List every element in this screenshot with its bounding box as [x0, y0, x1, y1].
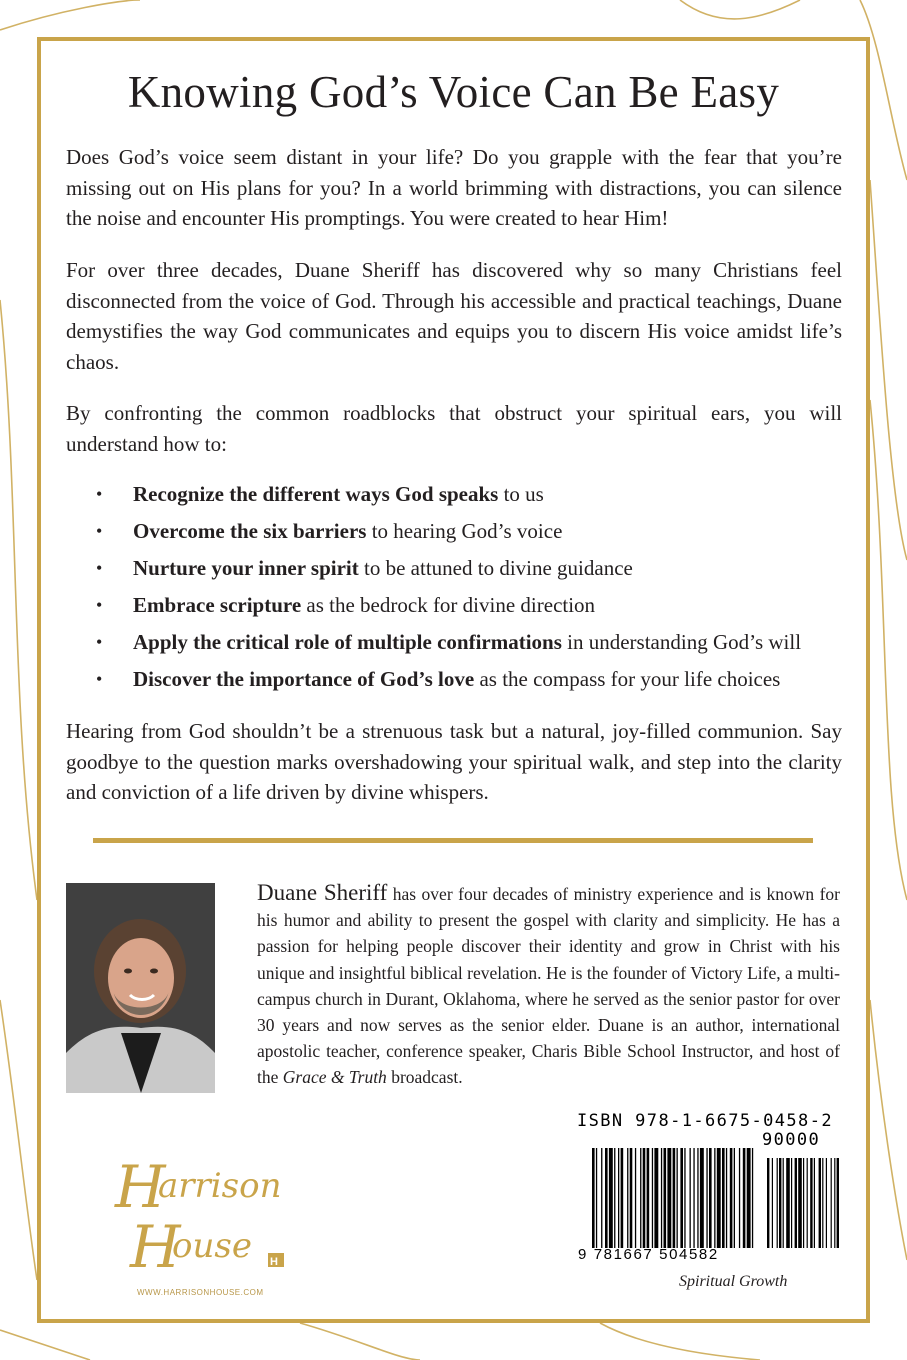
svg-text:H: H	[115, 1153, 166, 1221]
list-item-text: in understanding God’s will	[561, 630, 802, 654]
author-bio-end: broadcast.	[386, 1067, 463, 1088]
list-item-bold: Recognize the different ways God speaks	[133, 482, 499, 506]
list-item	[96, 553, 856, 590]
author-context-paragraph: For over three decades, Duane Sheriff has discovered why so many Christians feel disconnected from the voice of God. Through his accessible and practical teachings, Duane demystifies the way God communicates and equips you to discern His voice amidst life’s chaos.	[66, 258, 842, 374]
svg-text:H: H	[270, 1256, 278, 1268]
list-item	[96, 479, 856, 516]
book-back-title: Knowing God’s Voice Can Be Easy	[127, 67, 780, 117]
list-intro-paragraph: By confronting the common roadblocks that obstruct your spiritual ears, you will understand how to:	[66, 401, 842, 456]
bullet-icon: •	[96, 595, 103, 615]
list-item	[96, 516, 856, 553]
gold-divider	[93, 838, 813, 843]
bullet-icon: •	[96, 669, 103, 689]
list-item-bold: Overcome the six barriers	[133, 519, 367, 543]
isbn-label: ISBN 978-1-6675-0458-2	[577, 1111, 833, 1131]
harrison-house-logo	[110, 1135, 320, 1295]
list-item-text: to be attuned to divine guidance	[358, 556, 633, 580]
author-bio	[257, 880, 840, 1091]
list-item-text: to us	[498, 482, 544, 506]
bullet-icon: •	[96, 632, 103, 652]
list-item	[96, 664, 856, 701]
svg-text:ouse: ouse	[172, 1226, 252, 1266]
list-item-text: as the compass for your life choices	[474, 667, 781, 691]
author-name: Duane Sheriff	[257, 880, 388, 905]
svg-text:H: H	[130, 1213, 181, 1281]
bullet-icon: •	[96, 521, 103, 541]
book-category: Spiritual Growth	[679, 1273, 788, 1290]
list-item	[96, 627, 856, 664]
broadcast-title: Grace & Truth	[282, 1067, 387, 1088]
benefits-list	[96, 479, 856, 701]
list-item-bold: Nurture your inner spirit	[133, 556, 359, 580]
author-photo	[66, 883, 215, 1093]
list-item-bold: Discover the importance of God’s love	[133, 667, 475, 691]
list-item-bold: Embrace scripture	[133, 593, 302, 617]
barcode-digits: 9 781667 504582	[578, 1246, 719, 1263]
intro-paragraph: Does God’s voice seem distant in your life? Do you grapple with the fear that you’re missing out on His plans for you? In a world brimming with distractions, you can silence the noise and encounter His promptings. You were created to hear Him!	[66, 145, 842, 230]
publisher-website: WWW.HARRISONHOUSE.COM	[137, 1288, 264, 1297]
list-item-text: to hearing God’s voice	[366, 519, 563, 543]
author-bio-text: has over four decades of ministry experience and is known for his humor and ability to present the gospel with clarity and simplicity. He has a passion for helping people discover their identity and grow in Christ with his unique and insightful biblical revelation. He is the founder of Victory Life, a multi-campus church in Durant, Oklahoma, where he served as the senior pastor for over 30 years and now serves as the senior elder. Duane is an author, international apostolic teacher, conference speaker, Charis Bible School Instructor, and host of the	[257, 884, 840, 1088]
price-code: 90000	[762, 1130, 821, 1150]
bullet-icon: •	[96, 558, 103, 578]
isbn-barcode	[592, 1132, 840, 1254]
list-item-bold: Apply the critical role of multiple confirmations	[133, 630, 562, 654]
list-item	[96, 590, 856, 627]
bullet-icon: •	[96, 484, 103, 504]
closing-paragraph: Hearing from God shouldn’t be a strenuous task but a natural, joy-filled communion. Say goodbye to the question marks overshadowing your spiritual walk, and step into the clarity and conviction of a life driven by divine whispers.	[66, 719, 842, 804]
list-item-text: as the bedrock for divine direction	[301, 593, 596, 617]
svg-text:arrison: arrison	[158, 1166, 282, 1206]
